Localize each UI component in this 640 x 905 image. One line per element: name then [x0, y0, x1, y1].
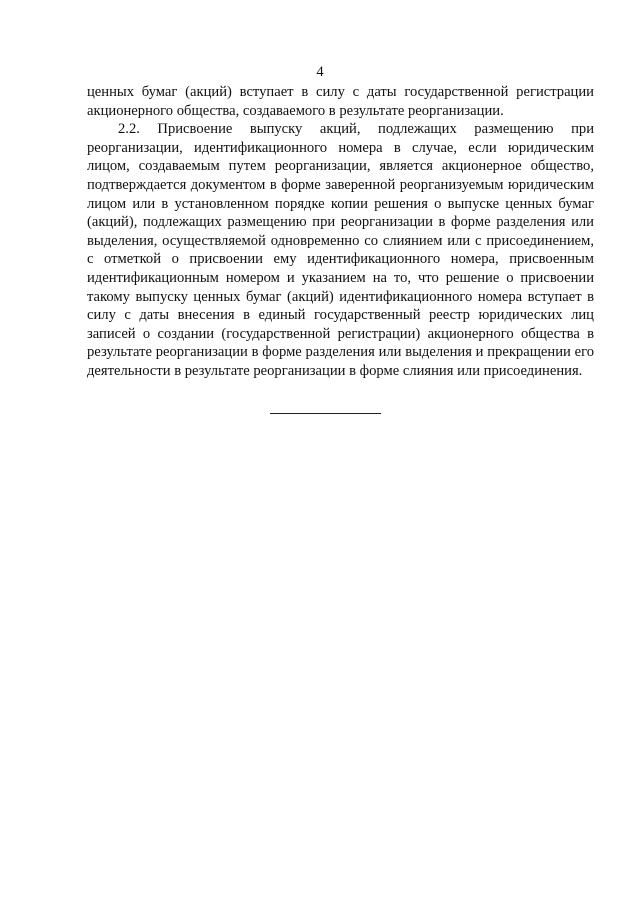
closing-divider	[270, 413, 381, 414]
paragraph-2-2: 2.2. Присвоение выпуску акций, подлежащих размещению при реорганизации, идентификационного номера в случае, если юридическим лицом, создаваемым путем реорганизации, является акционерное общество, подтверждается документом в форме заверенной реорганизуемым юридическим лицом или в установленном порядке копии решения о выпуске ценных бумаг (акций), подлежащих размещению при реорганизации в форме разделения или выделения, осуществляемой одновременно со слиянием или с присоединением, с отметкой о присвоении ему идентификационного номера, присвоенным идентификационным номером и указанием на то, что решение о присвоении такому выпуску ценных бумаг (акций) идентификационного номера вступает в силу с даты внесения в единый государственный реестр юридических лиц записей о создании (государственной регистрации) акционерного общества в результате реорганизации в форме разделения или выделения и прекращении его деятельности в результате реорганизации в форме слияния или присоединения.	[87, 121, 594, 379]
document-body	[87, 83, 594, 381]
paragraph-continuation: ценных бумаг (акций) вступает в силу с даты государственной регистрации акционерного общества, создаваемого в результате реорганизации.	[87, 84, 594, 119]
page-number: 4	[316, 64, 324, 80]
